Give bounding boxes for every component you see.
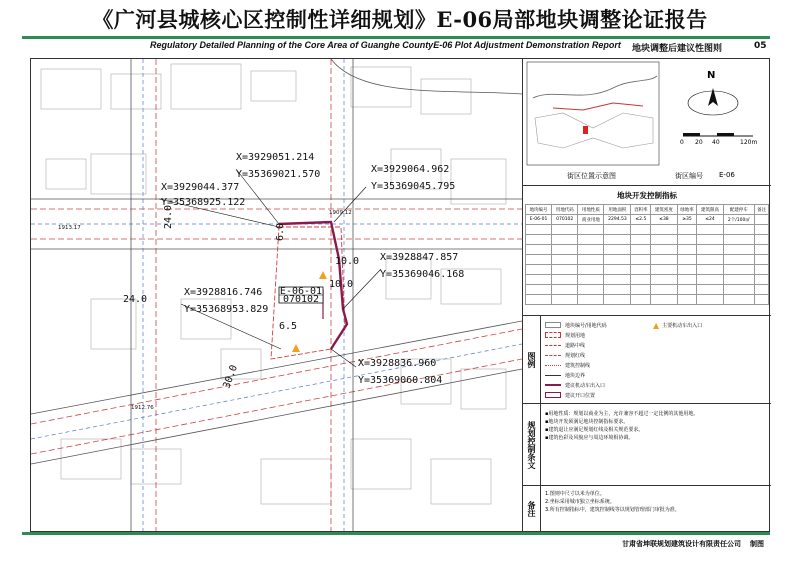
legend-item-entrance: ▲ 主要机动车出入口 — [653, 320, 703, 330]
table-cell: ≥35 — [677, 215, 697, 225]
rule-line: ▪地块开发须满足地块控制指标要求。 — [545, 419, 629, 425]
plot-code: 070102 — [282, 294, 320, 305]
elevation-label: 1909.12 — [329, 210, 352, 216]
table-header-cell: 用地面积 — [604, 205, 631, 215]
plot-id: E-06-01 — [279, 286, 323, 297]
table-cell: 070102 — [552, 215, 578, 225]
sheet-number: 05 — [754, 41, 767, 51]
notes-text — [545, 490, 767, 514]
company-name: 甘肃省坤联规划建筑设计有限责任公司 — [622, 540, 741, 548]
north-label: N — [707, 70, 716, 81]
north-arrow-icon — [708, 88, 718, 106]
dimension-label: 30.0 — [221, 363, 241, 391]
site-plan-svg — [31, 59, 522, 531]
notes-side-label: 备注 — [523, 486, 541, 532]
table-cell: E-06-01 — [526, 215, 552, 225]
note-line: 2.坐标采用城市独立坐标系统。 — [545, 499, 615, 505]
rule-line: ▪建筑退让应满足规划红线及相关规范要求。 — [545, 427, 644, 433]
legend-section — [523, 316, 771, 404]
coord-label: X=3929051.214 — [236, 152, 315, 163]
locator-section — [523, 58, 771, 186]
table-cell: 2个/100㎡ — [723, 215, 755, 225]
coord-label: X=3928816.746 — [184, 287, 263, 298]
header-divider — [22, 36, 770, 39]
coord-label: X=3928836.960 — [358, 358, 437, 369]
rule-line: ▪建筑色彩及风貌应与周边环境相协调。 — [545, 435, 634, 441]
table-cell: ≤2.5 — [631, 215, 651, 225]
coord-label: Y=35368925.122 — [161, 197, 246, 208]
table-header-cell: 配建停车 — [723, 205, 755, 215]
table-cell: ≤38 — [651, 215, 677, 225]
table-cell: ≤24 — [697, 215, 723, 225]
rules-section — [523, 404, 771, 486]
site-plan-map — [31, 59, 522, 531]
notes-section — [523, 486, 771, 532]
coord-label: X=3929044.377 — [161, 182, 240, 193]
coord-label: Y=35369045.795 — [371, 181, 456, 192]
legend-item: 地块边界 — [545, 370, 585, 380]
rules-side-label: 规划控制条文 — [523, 404, 541, 485]
dimension-label: 6.0 — [275, 222, 286, 241]
sheet-info — [630, 40, 770, 54]
table-header-cell: 建筑密度 — [651, 205, 677, 215]
note-line: 3.所有控制指标中，建筑控制线等以规划管理部门审批为准。 — [545, 507, 680, 513]
scale-tick: 20 — [695, 139, 703, 146]
coord-label: X=3929064.962 — [371, 164, 450, 175]
site-marker — [583, 126, 588, 134]
table-cell — [755, 215, 769, 225]
table-header-cell: 用地代码 — [552, 205, 578, 215]
table-header-cell: 地块编号 — [526, 205, 552, 215]
dimension-label: 24.0 — [123, 294, 148, 305]
scale-tick: 40 — [712, 139, 720, 146]
building-outlines — [41, 64, 506, 504]
legend-item: 规划红线 — [545, 350, 585, 360]
block-label: 街区编号 — [675, 172, 703, 180]
coord-label: Y=35369046.168 — [380, 269, 465, 280]
control-index-section — [523, 186, 771, 316]
block-number: E-06 — [719, 171, 735, 179]
table-header-cell: 绿地率 — [677, 205, 697, 215]
entrance-triangle-icon: ▲ — [653, 320, 660, 330]
road-blue-lines — [31, 59, 522, 531]
road-edges — [31, 59, 522, 531]
control-table-wrap — [525, 204, 769, 305]
coord-label: X=3928847.857 — [380, 252, 459, 263]
legend-item: 道路中线 — [545, 340, 585, 350]
entrance-triangle-icon — [292, 344, 300, 352]
location-caption: 街区位置示意图 — [567, 172, 616, 180]
drawing-role: 制图 — [750, 540, 764, 548]
legend-item: 建议开口位置 — [545, 390, 595, 400]
legend-item: 建议机动车出入口 — [545, 380, 605, 390]
legend-item: 建筑控制线 — [545, 360, 590, 370]
coord-label: Y=35369060.804 — [358, 375, 443, 386]
table-header-cell: 容积率 — [631, 205, 651, 215]
rule-line: ▪用地性质：规划以商业为主，允许兼容不超过一定比例的其他用地。 — [545, 411, 699, 417]
scale-tick: 120m — [740, 139, 758, 146]
footer — [22, 535, 770, 553]
table-row — [526, 215, 769, 225]
table-header-cell: 建筑限高 — [697, 205, 723, 215]
coord-label: Y=35369021.570 — [236, 169, 321, 180]
elevation-label: 1912.76 — [131, 405, 154, 411]
dimension-label: 6.5 — [279, 321, 298, 332]
sheet-name: 地块调整后建议性图则 — [632, 44, 723, 54]
dimension-label: 10.0 — [335, 256, 360, 267]
page-title: 《广河县城核心区控制性详细规划》E-06局部地块调整论证报告 — [92, 7, 708, 32]
coord-label: Y=35368953.829 — [184, 304, 269, 315]
legend-side-label: 图例 — [523, 316, 541, 403]
legend-item: 规划用地 — [545, 330, 585, 340]
rules-text — [545, 410, 767, 442]
elevation-label: 1913.17 — [58, 225, 81, 231]
entrance-triangle-icon — [319, 271, 327, 279]
table-header-cell: 用地性质 — [578, 205, 604, 215]
table-header-cell: 备注 — [755, 205, 769, 215]
control-table — [525, 204, 769, 305]
control-table-title: 地块开发控制指标 — [617, 191, 677, 200]
dimension-label: 10.0 — [329, 279, 354, 290]
table-header-row — [526, 205, 769, 215]
table-cell: 2294.53 — [604, 215, 631, 225]
legend-item: 地块编号/用地代码 — [545, 320, 607, 330]
table-cell: 商业用地 — [578, 215, 604, 225]
page-subtitle: Regulatory Detailed Planning of the Core Area of Guanghe CountyE-06 Plot Adjustment Demonstration Report — [150, 40, 621, 50]
note-line: 1.图则中尺寸以米为单位。 — [545, 491, 605, 497]
info-panel — [522, 58, 770, 532]
locator-map — [523, 58, 769, 178]
dimension-label: 24.0 — [163, 204, 174, 229]
road-red-lines — [31, 59, 522, 531]
scale-tick: 0 — [680, 139, 684, 146]
